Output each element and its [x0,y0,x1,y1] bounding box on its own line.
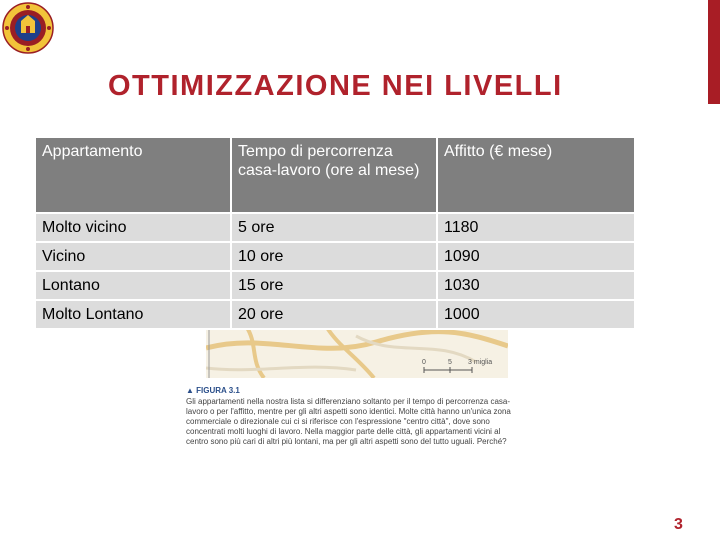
figure-title: ▲ FIGURA 3.1 [186,386,240,395]
table-row [36,214,636,243]
cell-affitto: 1000 [438,301,636,330]
cell-affitto: 1090 [438,243,636,272]
scale-label-5: 5 [448,359,452,366]
cell-appartamento: Vicino [36,243,232,272]
cell-tempo: 15 ore [232,272,438,301]
university-seal-logo [2,2,54,54]
cell-tempo: 10 ore [232,243,438,272]
table-row [36,272,636,301]
scale-label-miles: 3 miglia [468,359,493,366]
cell-affitto: 1030 [438,272,636,301]
cell-tempo: 20 ore [232,301,438,330]
city-map-figure [206,326,508,378]
cell-appartamento: Molto vicino [36,214,232,243]
page-number: 3 [674,516,683,533]
header-affitto: Affitto (€ mese) [438,138,636,214]
cell-appartamento: Lontano [36,272,232,301]
cell-appartamento: Molto Lontano [36,301,232,330]
accent-bar [708,0,720,104]
figure-caption-block [186,386,516,447]
table-header-row [36,138,636,214]
table-row [36,243,636,272]
header-appartamento: Appartamento [36,138,232,214]
cell-tempo: 5 ore [232,214,438,243]
apartment-table [36,138,636,330]
figure-caption: Gli appartamenti nella nostra lista si differenziano soltanto per il tempo di percorrenza casa-lavoro o per l'affitto, mentre per gli altri aspetti sono identici. Molte città hanno un'unica zona commerciale o direzionale cui ci si riferisce con l'espressione "centro città", dove sono concentrati molti luoghi di lavoro. Nella maggior parte delle città, gli appartamenti vicini al centro sono più cari di altri più lontani, ma per gli altri aspetti sono del tutto uguali. Perché? [186,397,511,446]
table-row [36,301,636,330]
scale-label-0: 0 [422,359,426,366]
slide-title: OTTIMIZZAZIONE NEI LIVELLI [108,70,563,102]
header-tempo-percorrenza: Tempo di percorrenza casa-lavoro (ore al mese) [232,138,438,214]
cell-affitto: 1180 [438,214,636,243]
